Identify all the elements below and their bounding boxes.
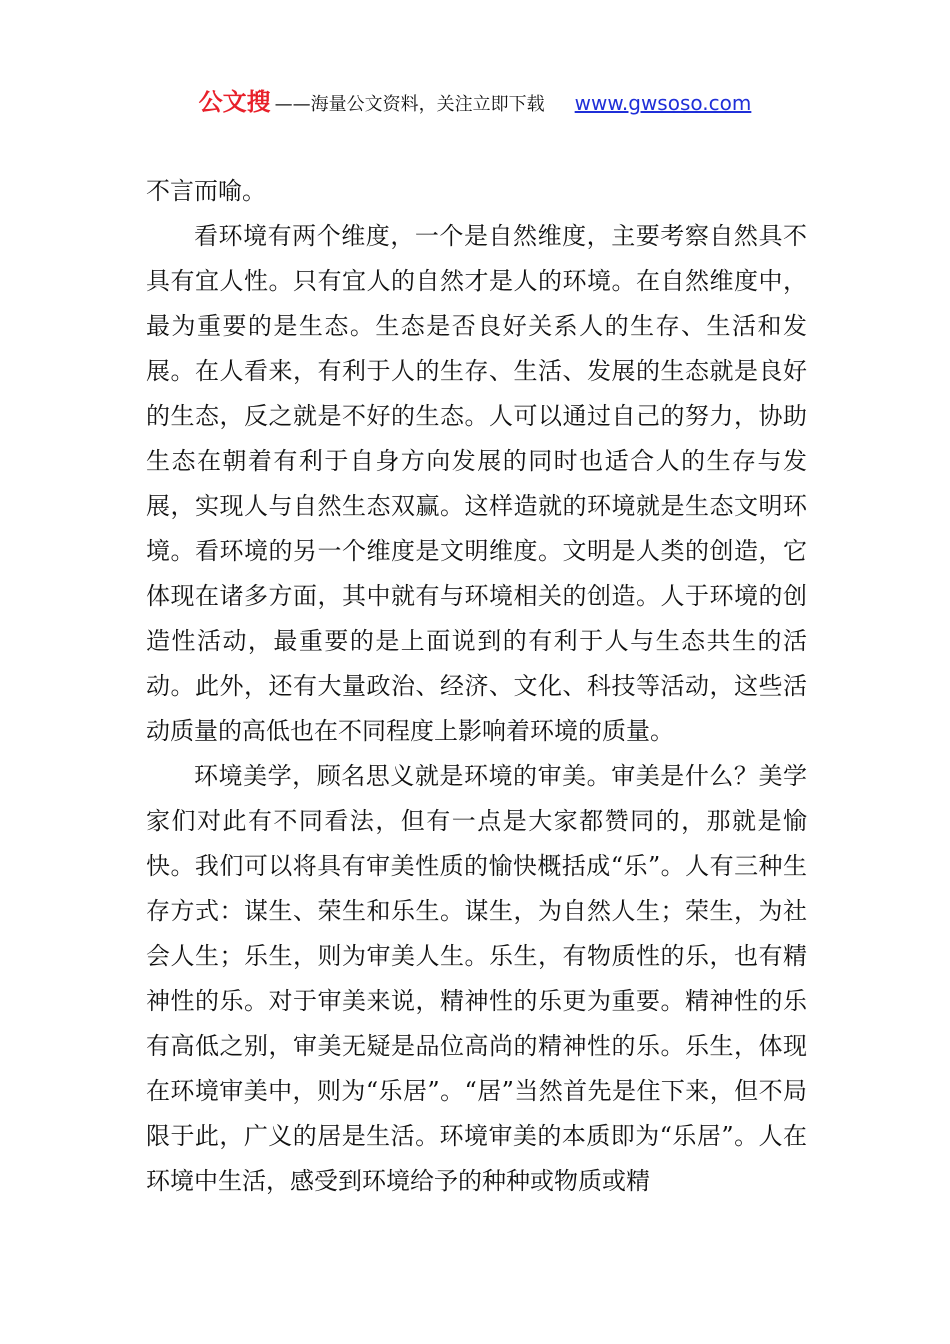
header-tagline: ——海量公文资料，关注立即下载 [274,94,545,115]
paragraph: 不言而喻。 [146,177,266,205]
page-header [0,82,950,117]
paragraph: 看环境有两个维度，一个是自然维度，主要考察自然具不具有宜人性。只有宜人的自然才是人的环境。在自然维度中，最为重要的是生态。生态是否良好关系人的生存、生活和发展。在人看来，有利于人的生存、生活、发展的生态就是良好的生态，反之就是不好的生态。人可以通过自己的努力，协助生态在朝着有利于自身方向发展的同时也适合人的生存与发展，实现人与自然生态双赢。这样造就的环境就是生态文明环境。看环境的另一个维度是文明维度。文明是人类的创造，它体现在诸多方面，其中就有与环境相关的创造。人于环境的创造性活动，最重要的是上面说到的有利于人与生态共生的活动。此外，还有大量政治、经济、文化、科技等活动，这些活动质量的高低也在不同程度上影响着环境的质量。 [146,222,807,745]
paragraph: 环境美学，顾名思义就是环境的审美。审美是什么？美学家们对此有不同看法，但有一点是大家都赞同的，那就是愉快。我们可以将具有审美性质的愉快概括成“乐”。人有三种生存方式：谋生、荣生和乐生。谋生，为自然人生；荣生，为社会人生；乐生，则为审美人生。乐生，有物质性的乐，也有精神性的乐。对于审美来说，精神性的乐更为重要。精神性的乐有高低之别，审美无疑是品位高尚的精神性的乐。乐生，体现在环境审美中，则为“乐居”。“居”当然首先是住下来，但不局限于此，广义的居是生活。环境审美的本质即为“乐居”。人在环境中生活，感受到环境给予的种种或物质或精 [146,762,807,1195]
document-body [146,169,807,1204]
brand-logo: 公文搜 [198,88,271,116]
website-link[interactable]: www.gwsoso.com [574,91,752,115]
